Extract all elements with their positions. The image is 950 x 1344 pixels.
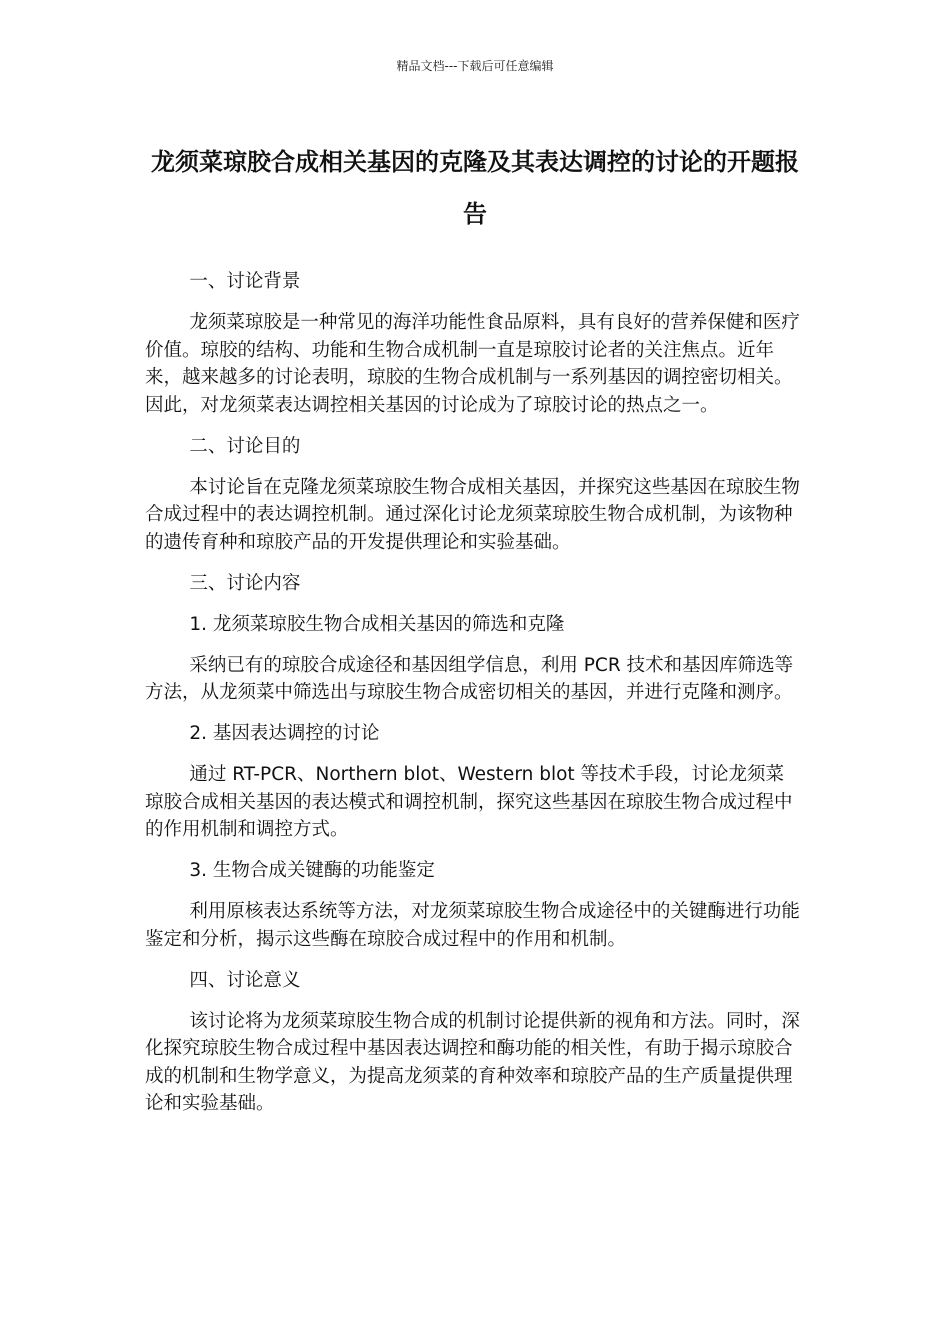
subsection-heading-2: 2. 基因表达调控的讨论	[189, 723, 380, 744]
subsection-heading-3: 3. 生物合成关键酶的功能鉴定	[189, 860, 435, 881]
section-paragraph-significance: 该讨论将为龙须菜琼胶生物合成的机制讨论提供新的视角和方法。同时，深化探究琼胶生物合成过程中基因表达调控和酶功能的相关性，有助于揭示琼胶合成的机制和生物学意义，为提高龙须菜的育种效率和琼胶产品的生产质量提供理论和实验基础。	[145, 1010, 800, 1114]
section-heading-significance: 四、讨论意义	[189, 969, 301, 991]
subsection-paragraph-3: 利用原核表达系统等方法，对龙须菜琼胶生物合成途径中的关键酶进行功能鉴定和分析，揭示这些酶在琼胶合成过程中的作用和机制。	[145, 901, 800, 950]
section-heading-background: 一、讨论背景	[189, 271, 301, 292]
document-title: 龙须菜琼胶合成相关基因的克隆及其表达调控的讨论的开题报告	[151, 148, 799, 228]
document-body	[145, 268, 800, 1131]
section-paragraph-purpose: 本讨论旨在克隆龙须菜琼胶生物合成相关基因，并探究这些基因在琼胶生物合成过程中的表达调控机制。通过深化讨论龙须菜琼胶生物合成机制，为该物种的遗传育种和琼胶产品的开发提供理论和实验基础。	[145, 476, 800, 553]
subsection-paragraph-2: 通过 RT-PCR、Northern blot、Western blot 等技术手段，讨论龙须菜琼胶合成相关基因的表达模式和调控机制，探究这些基因在琼胶生物合成过程中的作用机制和调控方式。	[145, 764, 793, 840]
subsection-paragraph-1: 采纳已有的琼胶合成途径和基因组学信息，利用 PCR 技术和基因库筛选等方法，从龙须菜中筛选出与琼胶生物合成密切相关的基因，并进行克隆和测序。	[145, 654, 794, 703]
page-header: 精品文档---下载后可任意编辑	[396, 59, 554, 73]
section-paragraph-background: 龙须菜琼胶是一种常见的海洋功能性食品原料，具有良好的营养保健和医疗价值。琼胶的结构、功能和生物合成机制一直是琼胶讨论者的关注焦点。近年来，越来越多的讨论表明，琼胶的生物合成机制与一系列基因的调控密切相关。因此，对龙须菜表达调控相关基因的讨论成为了琼胶讨论的热点之一。	[145, 312, 800, 416]
section-heading-purpose: 二、讨论目的	[189, 435, 301, 457]
section-heading-content: 三、讨论内容	[189, 572, 301, 594]
subsection-heading-1: 1. 龙须菜琼胶生物合成相关基因的筛选和克隆	[189, 613, 565, 635]
